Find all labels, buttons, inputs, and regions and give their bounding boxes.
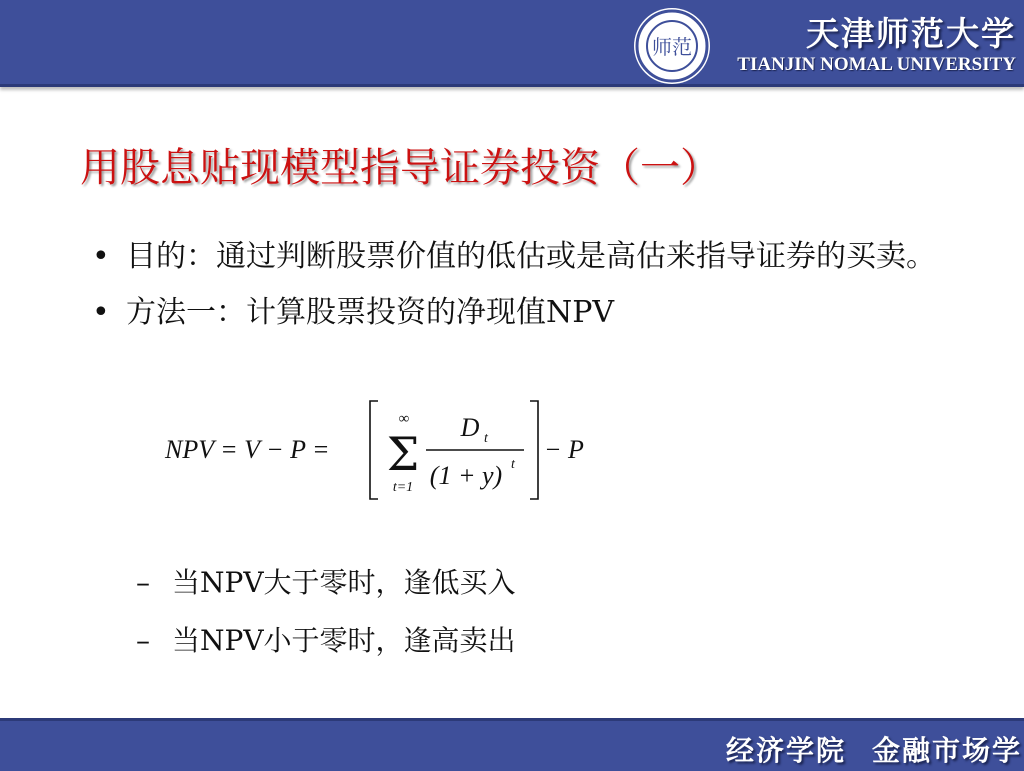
footer-school-label: 经济学院 [726,734,847,767]
footer-course-label: 金融市场学 [872,734,1023,767]
university-name-cn: 天津师范大学 [806,14,1016,53]
sub-bullet-marker: – [136,566,150,599]
sum-lower-limit: t=1 [392,480,414,495]
denominator-superscript: t [511,457,515,472]
sub-bullet-text: 当NPV大于零时，逢低买入 [172,566,516,599]
formula-lhs: NPV = V − P = [165,435,330,464]
bullet-marker: • [92,239,110,274]
header-bar [0,0,1024,87]
sub-bullet-marker: – [136,624,150,657]
fraction-denominator: (1 + y) [429,461,503,490]
sub-bullet-list [136,561,936,677]
bullet-text: 方法一：计算股票投资的净现值NPV [126,295,615,330]
university-seal-icon [634,8,710,84]
npv-formula [160,395,600,507]
bullet-item [92,288,972,338]
slide-title: 用股息贴现模型指导证券投资（一） [80,145,720,191]
seal-center-text: 师范 [652,35,692,59]
bullet-item [92,232,972,282]
seal-ring [634,8,710,84]
formula-rhs: − P [544,435,584,464]
sub-bullet-text: 当NPV小于零时，逢高卖出 [172,624,516,657]
right-bracket [530,401,538,499]
bullet-text: 目的：通过判断股票价值的低估或是高估来指导证券的买卖。 [126,239,936,274]
numerator-subscript: t [484,431,488,446]
university-name-en: TIANJIN NOMAL UNIVERSITY [737,54,1016,75]
bullet-marker: • [92,295,110,330]
footer-bar [0,718,1024,771]
bullet-list [92,232,972,344]
sub-bullet-item [136,561,936,605]
left-bracket [370,401,378,499]
fraction-numerator: D [460,413,480,442]
sub-bullet-item [136,619,936,663]
sum-symbol: Σ [386,427,420,481]
sum-upper-limit: ∞ [398,411,410,427]
